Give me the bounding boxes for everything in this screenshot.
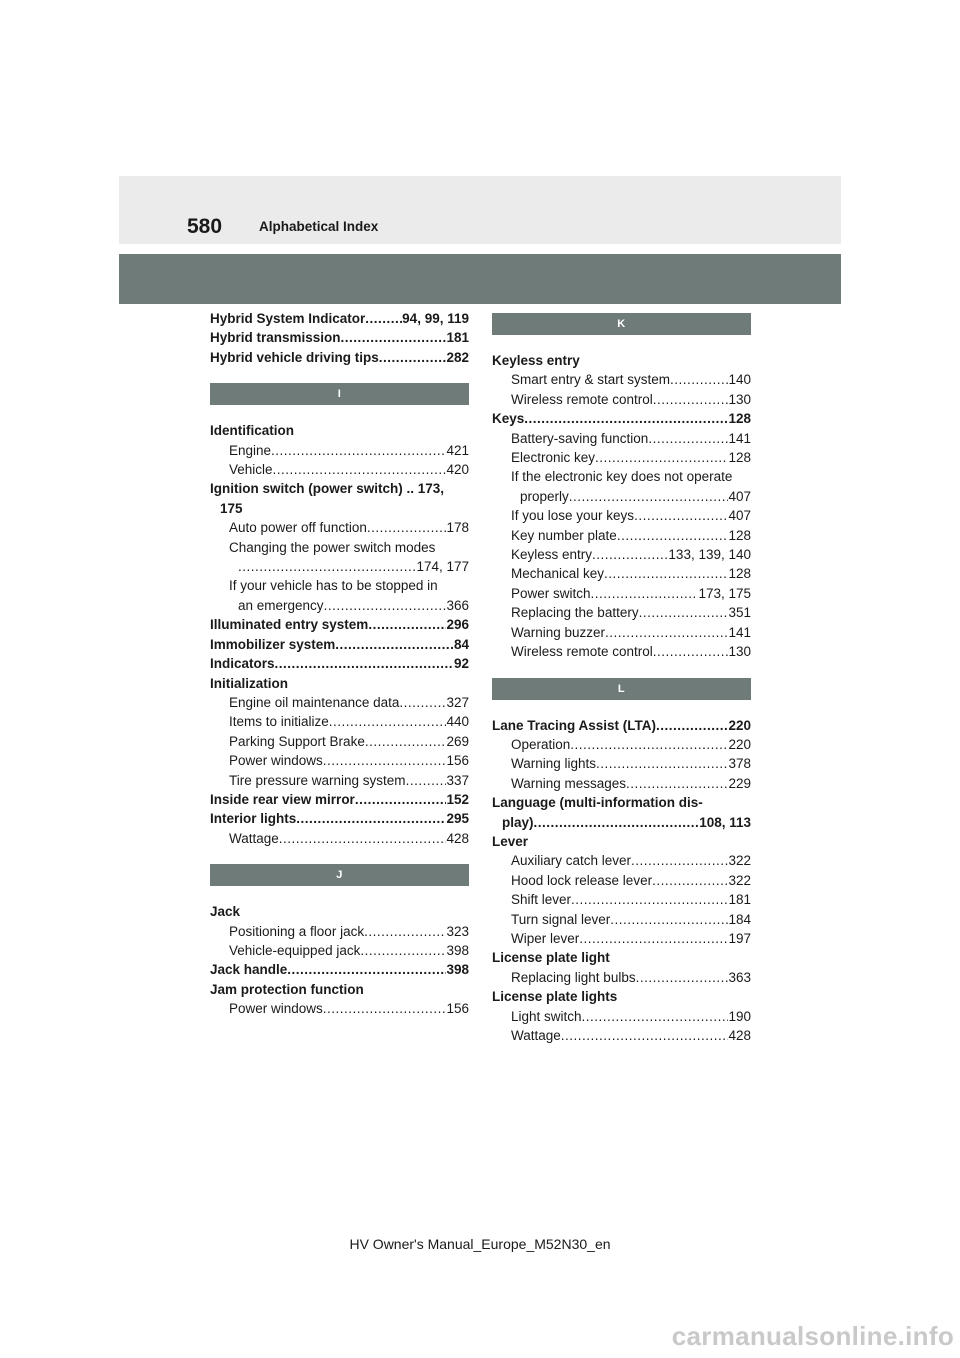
dot-leader — [626, 774, 728, 793]
entry-page-ref: 197 — [728, 930, 751, 946]
entry-page-ref: 282 — [446, 349, 469, 365]
entry-term: Hybrid System Indicator — [210, 311, 366, 326]
index-heading: If the electronic key does not operate — [511, 469, 733, 485]
dot-leader — [617, 526, 729, 545]
index-entry — [210, 635, 469, 654]
entry-term: Turn signal lever — [511, 911, 611, 927]
entry-page-ref: 130 — [728, 391, 751, 407]
entry-page-ref: 269 — [446, 733, 469, 749]
entry-page-ref: 327 — [446, 694, 469, 710]
dot-leader — [323, 999, 447, 1018]
entry-page-ref: 366 — [446, 597, 469, 613]
index-entry — [210, 615, 469, 634]
dot-leader — [648, 429, 728, 448]
index-entry — [210, 518, 469, 537]
entry-page-ref: 220 — [728, 717, 751, 733]
dot-leader — [561, 1026, 729, 1045]
index-heading: Identification — [210, 423, 294, 439]
entry-page-ref: 295 — [446, 811, 469, 827]
index-entry — [492, 487, 751, 506]
entry-page-ref: 92 — [453, 656, 469, 672]
index-heading: Language (multi-information dis- — [492, 795, 703, 811]
index-entry — [492, 506, 751, 525]
index-entry — [492, 813, 751, 832]
index-entry — [492, 890, 751, 909]
index-entry — [492, 1026, 751, 1045]
section-gap — [492, 662, 751, 678]
entry-term: Lane Tracing Assist (LTA) — [492, 717, 657, 733]
entry-term: Inside rear view mirror — [210, 791, 355, 807]
page-title: Alphabetical Index — [259, 219, 379, 234]
dot-leader — [631, 851, 728, 870]
index-heading: Ignition switch (power switch) .. 173, — [210, 481, 445, 497]
entry-term: Wattage — [511, 1028, 561, 1043]
index-entry — [210, 348, 469, 367]
entry-page-ref: 428 — [446, 830, 469, 846]
entry-page-ref: 421 — [446, 442, 469, 458]
entry-term: Key number plate — [511, 527, 617, 543]
entry-page-ref: 398 — [446, 962, 469, 978]
dot-leader — [670, 370, 728, 389]
index-entry — [492, 968, 751, 987]
dot-leader — [399, 693, 446, 712]
entry-page-ref: 322 — [728, 853, 751, 869]
entry-term: Vehicle — [229, 462, 273, 478]
entry-term: Items to initialize — [229, 714, 329, 730]
entry-term: Interior lights — [210, 811, 297, 827]
dot-leader — [582, 1007, 729, 1026]
section-header: L — [492, 678, 751, 700]
entry-page-ref: 420 — [446, 462, 469, 478]
dot-leader — [570, 735, 728, 754]
index-entry — [492, 603, 751, 622]
index-entry — [492, 390, 751, 409]
entry-term: Wattage — [229, 830, 279, 846]
entry-term: Smart entry & start system — [511, 372, 671, 388]
section-gap — [492, 700, 751, 716]
index-entry — [210, 771, 469, 790]
index-entry — [492, 623, 751, 642]
entry-term: Light switch — [511, 1008, 582, 1024]
entry-term: Warning buzzer — [511, 624, 606, 640]
index-entry — [492, 526, 751, 545]
entry-page-ref: 128 — [728, 450, 751, 466]
section-header: J — [210, 864, 469, 886]
dot-leader — [653, 390, 729, 409]
index-entry — [210, 732, 469, 751]
index-column-right — [492, 313, 751, 1045]
entry-term: If you lose your keys — [511, 508, 635, 524]
entry-page-ref: 322 — [728, 872, 751, 888]
index-heading: 175 — [220, 500, 243, 516]
entry-term: Wireless remote control — [511, 391, 653, 407]
dot-leader — [360, 941, 446, 960]
entry-term: Hood lock release lever — [511, 872, 653, 888]
dot-leader — [341, 328, 447, 347]
entry-term: an emergency — [238, 597, 324, 613]
entry-page-ref: 181 — [728, 892, 751, 908]
index-entry — [210, 790, 469, 809]
index-entry — [492, 429, 751, 448]
header-bar — [119, 254, 841, 304]
entry-page-ref: 174, 177 — [416, 559, 469, 575]
index-entry — [492, 754, 751, 773]
entry-page-ref: 128 — [728, 527, 751, 543]
index-entry — [210, 693, 469, 712]
entry-page-ref: 428 — [728, 1028, 751, 1043]
entry-page-ref: 108, 113 — [699, 814, 751, 830]
index-entry — [210, 999, 469, 1018]
dot-leader — [379, 348, 447, 367]
entry-term: Hybrid transmission — [210, 330, 341, 346]
index-entry — [210, 309, 469, 328]
entry-term: Shift lever — [511, 892, 572, 908]
index-heading: License plate light — [492, 950, 610, 966]
index-entry — [210, 441, 469, 460]
index-entry — [492, 409, 751, 428]
entry-term: Replacing the battery — [511, 605, 639, 621]
section-header: I — [210, 383, 469, 405]
dot-leader — [595, 448, 728, 467]
dot-leader — [368, 615, 446, 634]
entry-term: Immobilizer system — [210, 636, 336, 652]
dot-leader — [355, 790, 447, 809]
entry-term: Wiper lever — [511, 930, 580, 946]
entry-page-ref: 133, 139, 140 — [668, 547, 751, 563]
dot-leader — [653, 642, 729, 661]
index-heading: If your vehicle has to be stopped in — [229, 578, 438, 594]
dot-leader — [238, 557, 416, 576]
entry-term: Replacing light bulbs — [511, 969, 636, 985]
entry-page-ref: 128 — [728, 566, 751, 582]
entry-term: Vehicle-equipped jack — [229, 942, 361, 958]
entry-term: Positioning a floor jack — [229, 923, 365, 939]
dot-leader — [596, 754, 728, 773]
dot-leader — [365, 732, 447, 751]
dot-leader — [634, 506, 728, 525]
dot-leader — [273, 460, 447, 479]
dot-leader — [656, 716, 728, 735]
entry-term: Hybrid vehicle driving tips — [210, 349, 379, 365]
header-band — [119, 176, 841, 244]
dot-leader — [324, 596, 447, 615]
dot-leader — [335, 635, 454, 654]
dot-leader — [636, 968, 729, 987]
dot-leader — [610, 910, 728, 929]
entry-term: Power switch — [511, 585, 591, 601]
entry-term: Tire pressure warning system — [229, 772, 406, 788]
entry-page-ref: 173, 175 — [698, 585, 751, 601]
entry-term: Wireless remote control — [511, 644, 653, 660]
entry-page-ref: 323 — [446, 923, 469, 939]
entry-page-ref: 407 — [728, 488, 751, 504]
entry-page-ref: 156 — [446, 1001, 469, 1017]
entry-term: Auxiliary catch lever — [511, 853, 632, 869]
entry-term: Engine — [229, 442, 272, 458]
entry-page-ref: 84 — [453, 636, 469, 652]
entry-page-ref: 181 — [446, 330, 469, 346]
entry-term: Operation — [511, 736, 571, 752]
index-heading: Keyless entry — [492, 353, 580, 368]
dot-leader — [367, 518, 447, 537]
section-gap — [210, 367, 469, 383]
entry-term: Indicators — [210, 656, 275, 672]
entry-term: Warning lights — [511, 756, 597, 772]
entry-term: Auto power off function — [229, 520, 367, 536]
index-column-left — [210, 309, 469, 1019]
index-entry — [492, 910, 751, 929]
entry-page-ref: 351 — [728, 605, 751, 621]
entry-term: Parking Support Brake — [229, 733, 365, 749]
entry-page-ref: 440 — [446, 714, 469, 730]
index-entry — [210, 960, 469, 979]
index-heading: Initialization — [210, 675, 289, 691]
dot-leader — [365, 309, 402, 328]
entry-page-ref: 94, 99, 119 — [402, 311, 469, 326]
index-entry — [492, 584, 751, 603]
dot-leader — [639, 603, 729, 622]
entry-page-ref: 130 — [728, 644, 751, 660]
entry-page-ref: 229 — [728, 775, 751, 791]
dot-leader — [592, 545, 668, 564]
index-entry — [492, 564, 751, 583]
dot-leader — [569, 487, 729, 506]
index-entry — [492, 735, 751, 754]
dot-leader — [652, 871, 728, 890]
entry-page-ref: 141 — [728, 430, 751, 446]
index-entry — [210, 596, 469, 615]
entry-page-ref: 152 — [446, 791, 469, 807]
dot-leader — [275, 654, 454, 673]
entry-page-ref: 178 — [446, 520, 469, 536]
index-heading: Changing the power switch modes — [229, 539, 436, 555]
entry-term: Illuminated entry system — [210, 617, 369, 633]
index-entry — [210, 829, 469, 848]
entry-term: Electronic key — [511, 450, 596, 466]
index-entry — [492, 851, 751, 870]
section-gap — [210, 405, 469, 421]
dot-leader — [329, 712, 447, 731]
entry-page-ref: 337 — [446, 772, 469, 788]
dot-leader — [591, 584, 699, 603]
entry-term: Keyless entry — [511, 547, 593, 563]
entry-term: Power windows — [229, 753, 323, 769]
index-entry — [492, 1007, 751, 1026]
entry-term: Keys — [492, 411, 525, 427]
entry-page-ref: 378 — [728, 756, 751, 772]
entry-page-ref: 220 — [728, 736, 751, 752]
dot-leader — [604, 564, 728, 583]
entry-page-ref: 398 — [446, 942, 469, 958]
entry-term: Power windows — [229, 1001, 323, 1017]
footer-manual-name: HV Owner's Manual_Europe_M52N30_en — [349, 1236, 611, 1252]
index-entry — [210, 922, 469, 941]
index-entry — [210, 809, 469, 828]
page-number: 580 — [187, 215, 223, 238]
dot-leader — [364, 922, 446, 941]
index-heading: License plate lights — [492, 989, 618, 1005]
dot-leader — [287, 960, 446, 979]
index-entry — [492, 448, 751, 467]
dot-leader — [296, 809, 446, 828]
section-gap — [210, 886, 469, 902]
index-entry — [210, 751, 469, 770]
dot-leader — [579, 929, 728, 948]
index-entry — [210, 557, 469, 576]
dot-leader — [605, 623, 728, 642]
entry-page-ref: 128 — [728, 411, 751, 427]
entry-term: Battery-saving function — [511, 430, 649, 446]
entry-term: Engine oil maintenance data — [229, 694, 400, 710]
index-heading: Jam protection function — [210, 981, 364, 997]
index-entry — [210, 654, 469, 673]
index-heading: Jack — [210, 904, 241, 920]
index-entry — [492, 716, 751, 735]
dot-leader — [524, 409, 728, 428]
entry-page-ref: 140 — [728, 372, 751, 388]
entry-term: Warning messages — [511, 775, 627, 791]
index-entry — [210, 460, 469, 479]
dot-leader — [271, 441, 446, 460]
section-gap — [492, 335, 751, 351]
index-entry — [492, 642, 751, 661]
index-heading: Lever — [492, 833, 529, 849]
entry-term: play) — [502, 814, 534, 830]
dot-leader — [406, 771, 447, 790]
index-entry — [492, 929, 751, 948]
index-entry — [210, 941, 469, 960]
dot-leader — [571, 890, 728, 909]
entry-page-ref: 156 — [446, 753, 469, 769]
section-header: K — [492, 313, 751, 335]
dot-leader — [534, 813, 700, 832]
entry-page-ref: 141 — [728, 624, 751, 640]
dot-leader — [323, 751, 447, 770]
index-entry — [492, 871, 751, 890]
dot-leader — [279, 829, 447, 848]
entry-page-ref: 296 — [446, 617, 469, 633]
entry-page-ref: 184 — [728, 911, 751, 927]
entry-page-ref: 363 — [728, 969, 751, 985]
index-entry — [492, 370, 751, 389]
watermark: carmanualsonline.info — [671, 1321, 954, 1351]
entry-term: Jack handle — [210, 962, 288, 978]
index-entry — [210, 712, 469, 731]
index-entry — [210, 328, 469, 347]
entry-page-ref: 190 — [728, 1008, 751, 1024]
entry-term: Mechanical key — [511, 566, 605, 582]
index-entry — [492, 774, 751, 793]
index-entry — [492, 545, 751, 564]
entry-page-ref: 407 — [728, 508, 751, 524]
entry-term: properly — [520, 488, 569, 504]
section-gap — [210, 848, 469, 864]
